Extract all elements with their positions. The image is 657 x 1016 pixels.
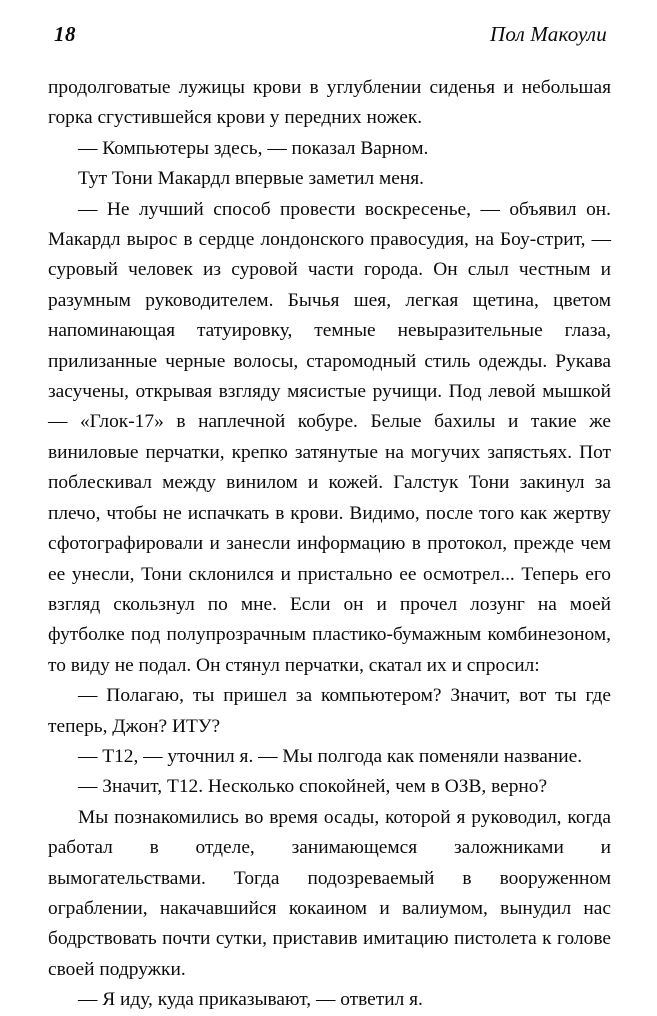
paragraph: Тут Тони Макардл впервые заметил меня. — [78, 168, 425, 190]
paragraph: — Т12, — уточнил я. — Мы полгода как поменяли название. — [78, 745, 583, 767]
page-header — [48, 22, 611, 47]
paragraph: Мы познакомились во время осады, которой я руководил, когда работал в отделе, занимающемся заложниками и вымогательствами. Тогда подозреваемый в вооруженном ограблении, накачавшийся кокаином и валиумом, вынудил нас бодрствовать почти сутки, приставив имитацию пистолета к голове своей подружки. — [48, 806, 611, 980]
paragraph: — Значит, Т12. Несколько спокойней, чем в ОЗВ, верно? — [78, 776, 548, 798]
page-body — [48, 73, 611, 1016]
paragraph: — Я иду, куда приказывают, — ответил я. — [78, 989, 423, 1011]
paragraph: продолговатые лужицы крови в углублении сиденья и небольшая горка сгустившейся крови у передних ножек. — [48, 77, 611, 129]
page-number: 18 — [54, 22, 76, 46]
paragraph: — Не лучший способ провести воскресенье, — объявил он. Макардл вырос в сердце лондонского правосудия, на Боу-стрит, — суровый человек из суровой части города. Он слыл честным и разумным руководителем. Бычья шея, легкая щетина, цветом напоминающая татуировку, темные невыразительные глаза, прилизанные черные волосы, старомодный стиль одежды. Рукава засучены, открывая взгляду мясистые ручищи. Под левой мышкой — «Глок-17» в наплечной кобуре. Белые бахилы и такие же виниловые перчатки, крепко затянутые на могучих запястьях. Пот поблескивал между винилом и кожей. Галстук Тони закинул за плечо, чтобы не испачкать в крови. Видимо, после того как жертву сфотографировали и занесли информацию в протокол, прежде чем ее унесли, Тони склонился и пристально ее осмотрел... Теперь его взгляд скользнул по мне. Если он и прочел лозунг на моей футболке под полупрозрачным пластико-бумажным комбинезоном, то виду не подал. Он стянул перчатки, скатал их и спросил: — [48, 198, 611, 676]
running-title: Пол Макоули — [490, 22, 607, 46]
paragraph: — Компьютеры здесь, — показал Варном. — [78, 137, 429, 159]
paragraph: — Полагаю, ты пришел за компьютером? Значит, вот ты где теперь, Джон? ИТУ? — [48, 685, 611, 737]
